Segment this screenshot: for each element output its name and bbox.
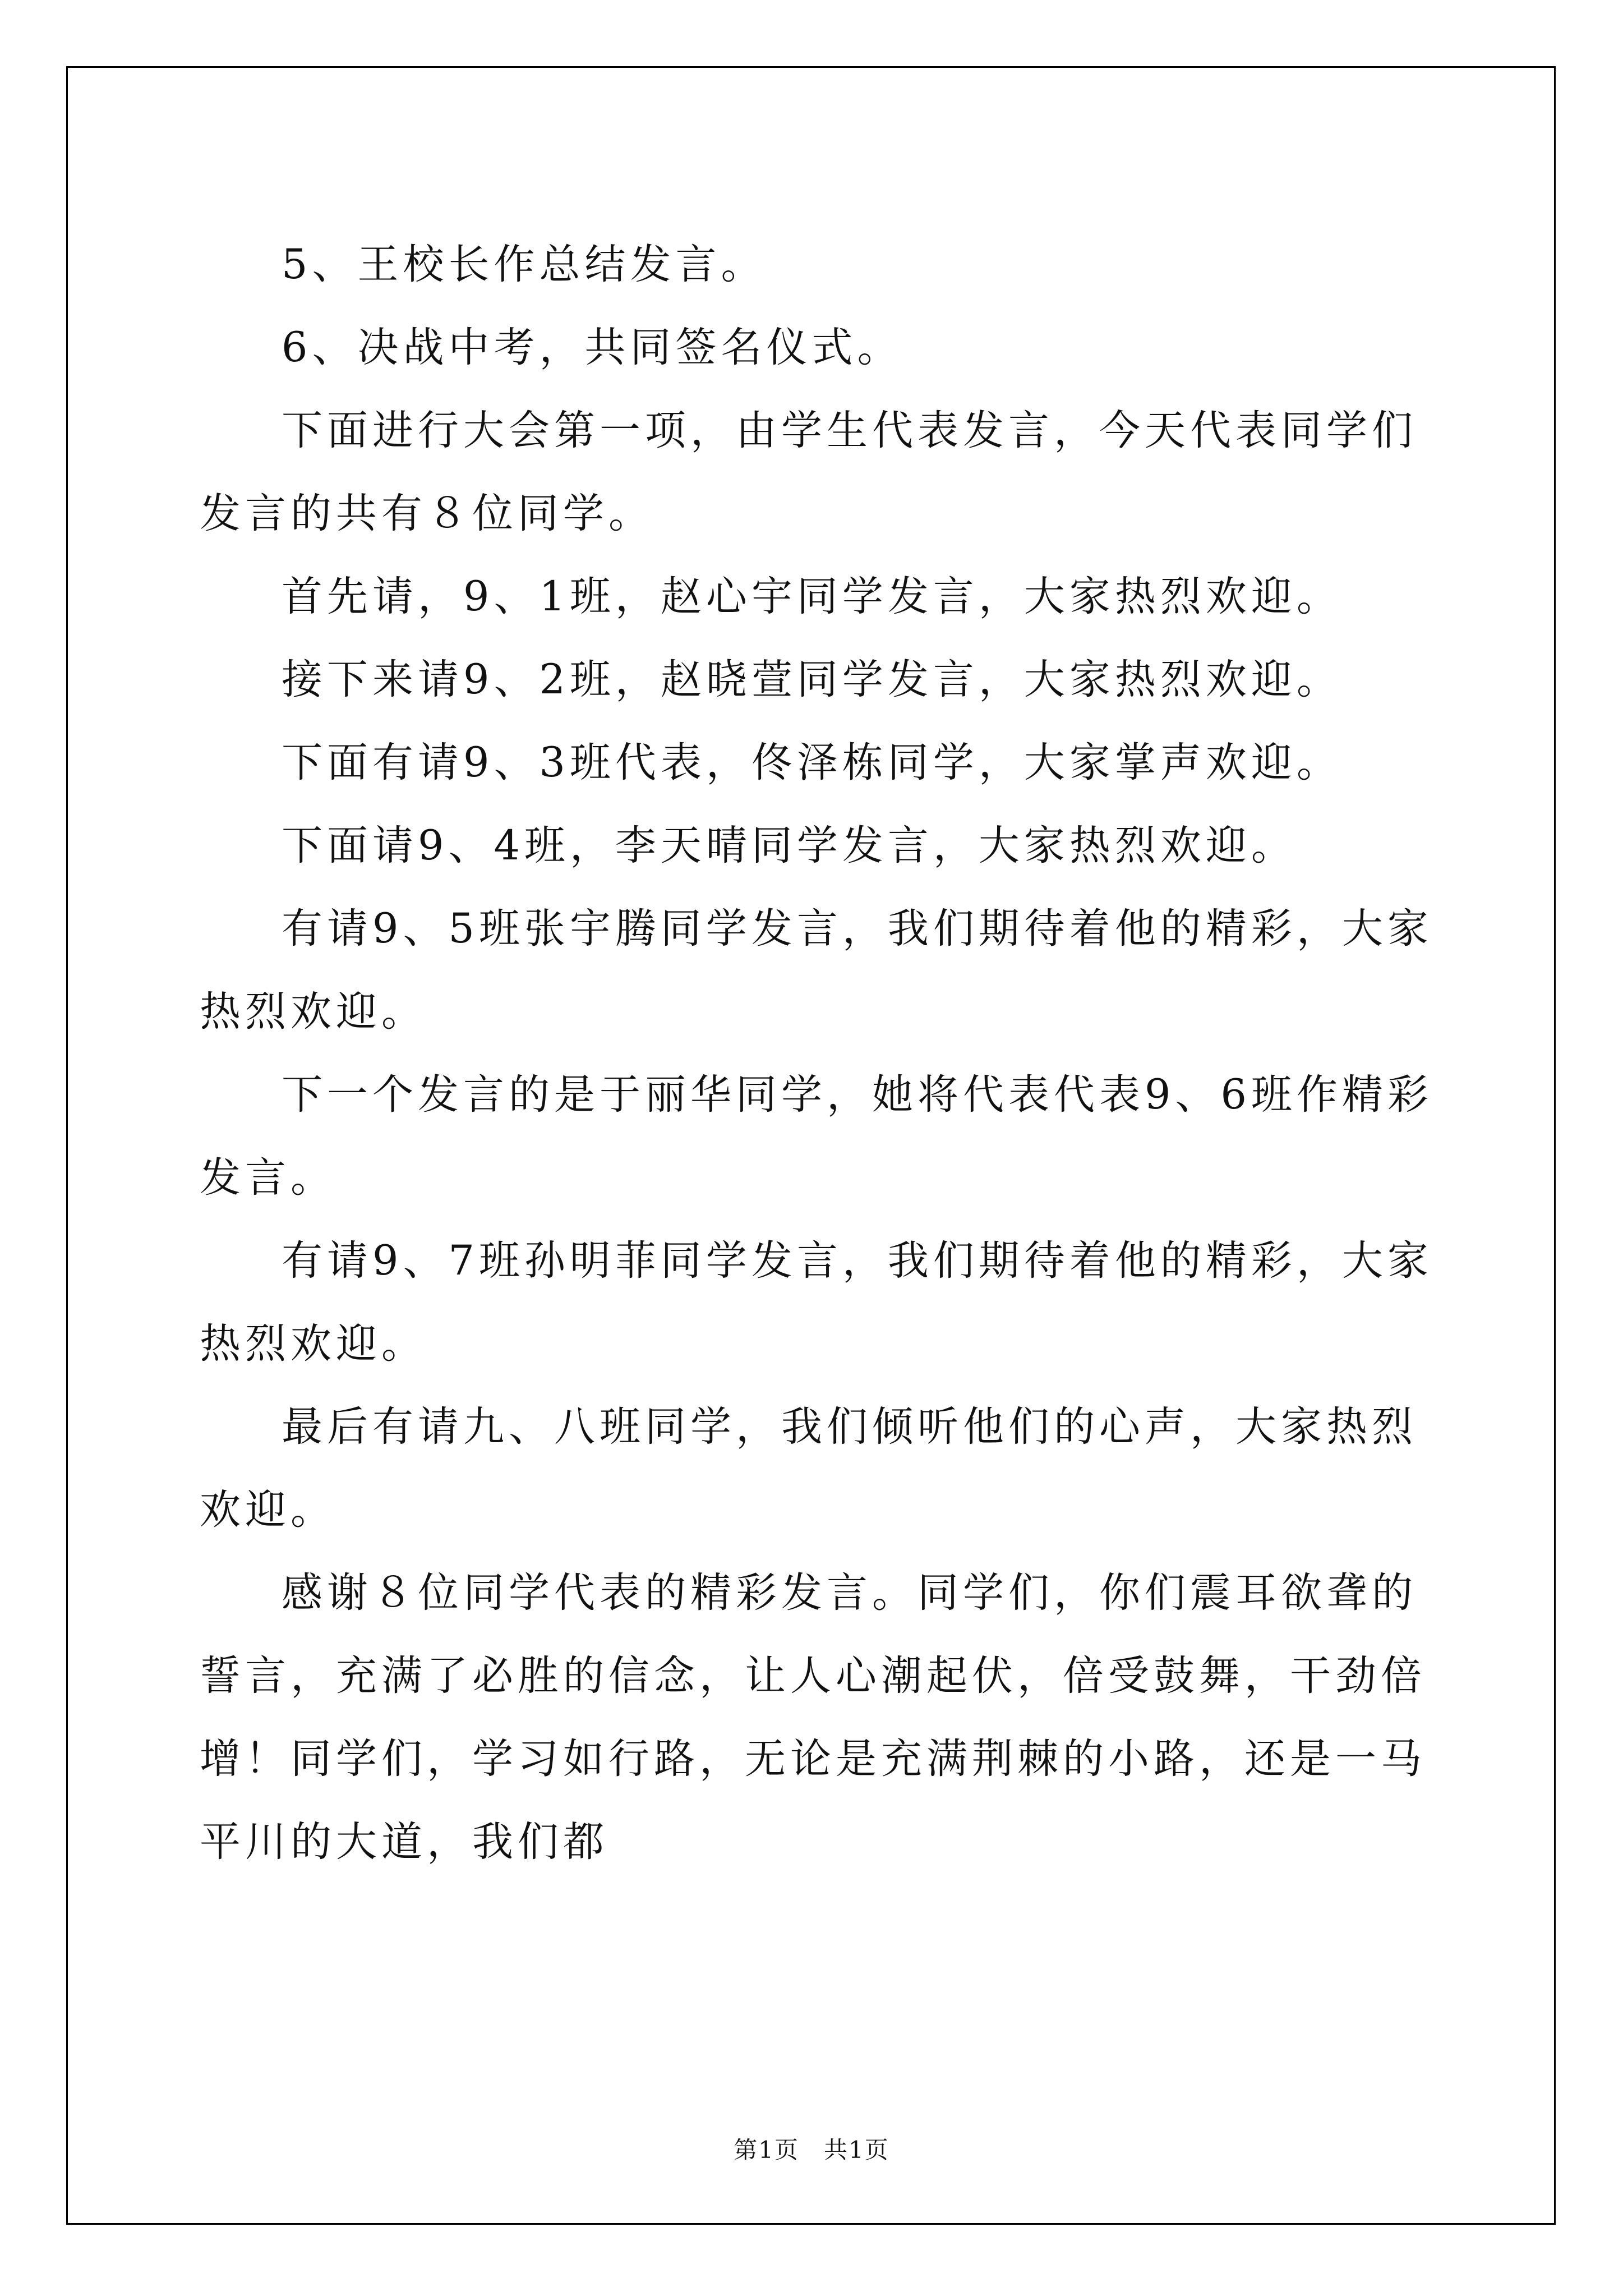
paragraph: 6、决战中考，共同签名仪式。 xyxy=(282,324,903,371)
page-number-current: 第1页 xyxy=(734,2136,799,2164)
paragraph: 下面进行大会第一项，由学生代表发言，今天代表同学们发言的共有８位同学。 xyxy=(200,407,1417,537)
paragraph: 感谢８位同学代表的精彩发言。同学们，你们震耳欲聋的誓言，充满了必胜的信念，让人心潮起伏，倍受鼓舞，干劲倍增！同学们，学习如行路，无论是充满荆棘的小路，还是一马平川的大道，我们都 xyxy=(200,1569,1426,1866)
paragraph: 有请9、7班孙明菲同学发言，我们期待着他的精彩，大家热烈欢迎。 xyxy=(200,1237,1433,1368)
paragraph: 下面有请9、3班代表，佟泽栋同学，大家掌声欢迎。 xyxy=(282,739,1342,786)
paragraph: 下一个发言的是于丽华同学，她将代表代表9、6班作精彩发言。 xyxy=(200,1071,1433,1202)
paragraph: 有请9、5班张宇腾同学发言，我们期待着他的精彩，大家热烈欢迎。 xyxy=(200,905,1433,1036)
page-number-total: 共1页 xyxy=(824,2136,889,2164)
document-body xyxy=(200,223,1433,1884)
paragraph: 5、王校长作总结发言。 xyxy=(282,241,767,288)
paragraph: 下面请9、4班，李天晴同学发言，大家热烈欢迎。 xyxy=(282,822,1297,869)
page-footer xyxy=(0,2132,1623,2165)
paragraph: 最后有请九、八班同学，我们倾听他们的心声，大家热烈欢迎。 xyxy=(200,1403,1417,1534)
paragraph: 接下来请9、2班，赵晓萱同学发言，大家热烈欢迎。 xyxy=(282,656,1342,703)
paragraph: 首先请，9、1班，赵心宇同学发言，大家热烈欢迎。 xyxy=(282,573,1342,620)
